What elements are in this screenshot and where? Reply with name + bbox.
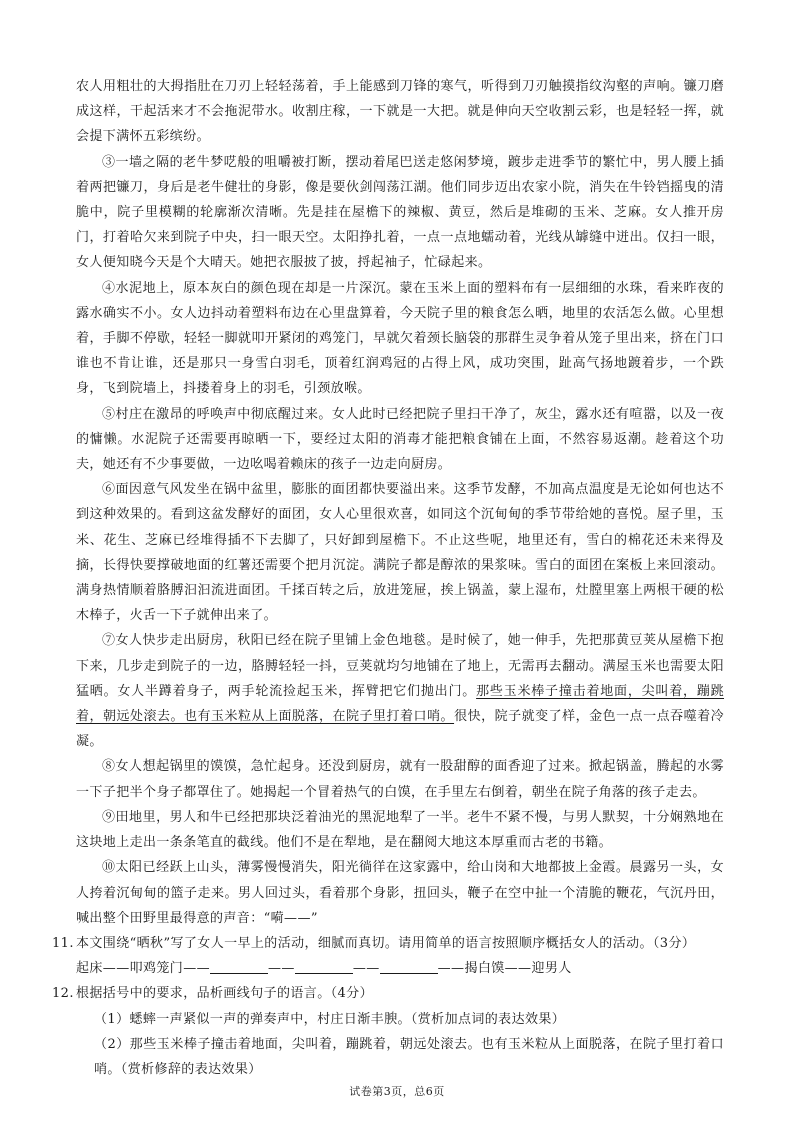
paragraph-intro: 农人用粗壮的大拇指肚在刀刃上轻轻荡着，手上能感到刀锋的寒气，听得到刀刃触摸指纹沟壑的声响。镰刀磨成这样，干起活来才不会拖泥带水。收割庄稼，一下就是一大把。就是伸向天空收割云彩，也是轻轻一挥，就会提下满怀五彩缤纷。 xyxy=(76,79,724,145)
question-12-sub-1: （1）蟋蟀一声紧似一声的弹奏声中，村庄日渐丰腴。（赏析加点词的表达效果） xyxy=(94,1011,566,1027)
paragraph-4: ④水泥地上，原本灰白的颜色现在却是一片深沉。蒙在玉米上面的塑料布有一层细细的水珠，看来昨夜的露水确实不小。女人边抖动着塑料布边在心里盘算着，今天院子里的粮食怎么晒，地里的农活怎么做。心里想着，手脚不停歇，轻轻一脚就叩开紧闭的鸡笼门，早就欠着颈长脑袋的那群生灵争着从笼子里出来，挤在门口谁也不肯让谁，还是那只一身雪白羽毛，顶着红润鸡冠的占得上风，成功突围，趾高气扬地踱着步，一个跌身，飞到院墙上，抖搂着身上的羽毛，引颈放喉。 xyxy=(76,280,724,397)
question-12-stem: 根据括号中的要求，品析画线句子的语言。（4分） xyxy=(76,986,373,1002)
answer-separator-1: —— xyxy=(268,961,295,977)
paragraph-7 xyxy=(76,628,724,754)
paragraph-7-text-a: ⑦女人快步走出厨房，秋阳已经在院子里铺上金色地毯。是时候了，她一伸手，先把那黄豆荚从屋檐下抱下来，几步走到院子的一边，胳膊轻轻一抖，豆荚就均匀地铺在了地上，无需再去翻动。满屋玉米也需要太阳猛晒。女人半蹲着身子，两手轮流捡起玉米，挥臂把它们抛出门。 xyxy=(76,633,724,699)
exam-page xyxy=(52,74,725,1082)
answer-separator-2: —— xyxy=(352,961,380,977)
question-11-number: 11. xyxy=(52,935,74,951)
paragraph-5: ⑤村庄在激昂的呼唤声中彻底醒过来。女人此时已经把院子里扫干净了，灰尘，露水还有喧嚣，以及一夜的慵懒。水泥院子还需要再晾晒一下，要经过太阳的消毒才能把粮食铺在上面，不然容易返潮。趁着这个功夫，她还有不少事要做，一边吆喝着赖床的孩子一边走向厨房。 xyxy=(76,406,724,473)
question-12 xyxy=(52,981,724,1006)
paragraph-9: ⑨田地里，男人和牛已经把那块泛着油光的黑泥地犁了一半。老牛不紧不慢，与男人默契，十分娴熟地在这块地上走出一条条笔直的截线。他们不是在犁地，是在翻阅大地这本厚重而古老的书籍。 xyxy=(76,809,724,851)
question-12-number: 12. xyxy=(52,986,74,1002)
question-11-answer-line xyxy=(76,956,724,981)
answer-blank-1[interactable] xyxy=(210,959,268,974)
question-11-stem: 本文围绕“晒秋”写了女人一早上的活动，细腻而真切。请用简单的语言按照顺序概括女人的活动。（3分） xyxy=(76,935,696,951)
paragraph-7-text-b: 很快，院子就变了样，金色一点一点吞噬着冷凝。 xyxy=(76,709,724,750)
question-11 xyxy=(52,931,724,956)
question-12-sub-2: （2）那些玉米棒子撞击着地面，尖叫着，蹦跳着，朝远处滚去。也有玉米粒从上面脱落，在院子里打着口哨。（赏析修辞的表达效果） xyxy=(94,1036,724,1077)
page-footer: 试卷第3页，总6页 xyxy=(349,1085,445,1098)
answer-blank-2[interactable] xyxy=(295,959,353,974)
paragraph-6: ⑥面因意气风发坐在锅中盆里，膨胀的面团都快要溢出来。这季节发酵，不加高点温度是无论如何也达不到这种效果的。看到这盆发酵好的面团，女人心里很欢喜，如同这个沉甸甸的季节带给她的喜悦。屋子里，玉米、花生、芝麻已经堆得插不下去脚了，只好卸到屋檐下。不止这些呢，地里还有，雪白的棉花还未来得及摘，长得快要撑破地面的红薯还需要个把月沉淀。满院子都是醇浓的果浆味。雪白的面团在案板上来回滚动。满身热情顺着胳膊汩汩流进面团。千揉百转之后，放进笼屉，挨上锅盖，蒙上湿布，灶膛里塞上两根干硬的松木棒子，火舌一下子就伸出来了。 xyxy=(76,482,724,624)
answer-end: ——揭白馍——迎男人 xyxy=(437,961,572,977)
answer-blank-3[interactable] xyxy=(380,959,438,974)
paragraph-8: ⑧女人想起锅里的馍馍，急忙起身。还没到厨房，就有一股甜醇的面香迎了过来。掀起锅盖，腾起的水雾一下子把半个身子都罩住了。她揭起一个冒着热气的白馍，在手里左右倒着，朝坐在院子角落的孩子走去。 xyxy=(76,759,724,800)
paragraph-10: ⑩太阳已经跃上山头，薄雾慢慢消失，阳光徜徉在这家露中，给山岗和大地都披上金霞。晨露另一头，女人挎着沉甸甸的篮子走来。男人回过头，看着那个身影，扭回头，鞭子在空中扯一个清脆的鞭花，气沉丹田，喊出整个田野里最得意的声音：“嗬——” xyxy=(76,860,724,926)
paragraph-3: ③一墙之隔的老牛梦呓般的咀嚼被打断，摆动着尾巴送走悠闲梦境，踱步走进季节的繁忙中，男人腰上插着两把镰刀，身后是老牛健壮的身影，像是要伙剑闯荡江湖。他们同步迈出农家小院，消失在牛铃铛摇曳的清脆中，院子里模糊的轮廓渐次清晰。先是挂在屋檐下的辣椒、黄豆，然后是堆砌的玉米、芝麻。女人推开房门，打着哈欠来到院子中央，扫一眼天空。太阳挣扎着，一点一点地蠕动着，光线从罅缝中迸出。仅扫一眼，女人便知晓今天是个大晴天。她把衣服披了披，捋起袖子，忙碌起来。 xyxy=(76,154,724,271)
answer-start: 起床——叩鸡笼门—— xyxy=(76,961,211,977)
underlined-sentence: 那些玉米棒子撞击着地面，尖叫着，蹦跳着，朝远处滚去。也有玉米粒从上面脱落，在院子里打着口哨。 xyxy=(76,683,725,725)
